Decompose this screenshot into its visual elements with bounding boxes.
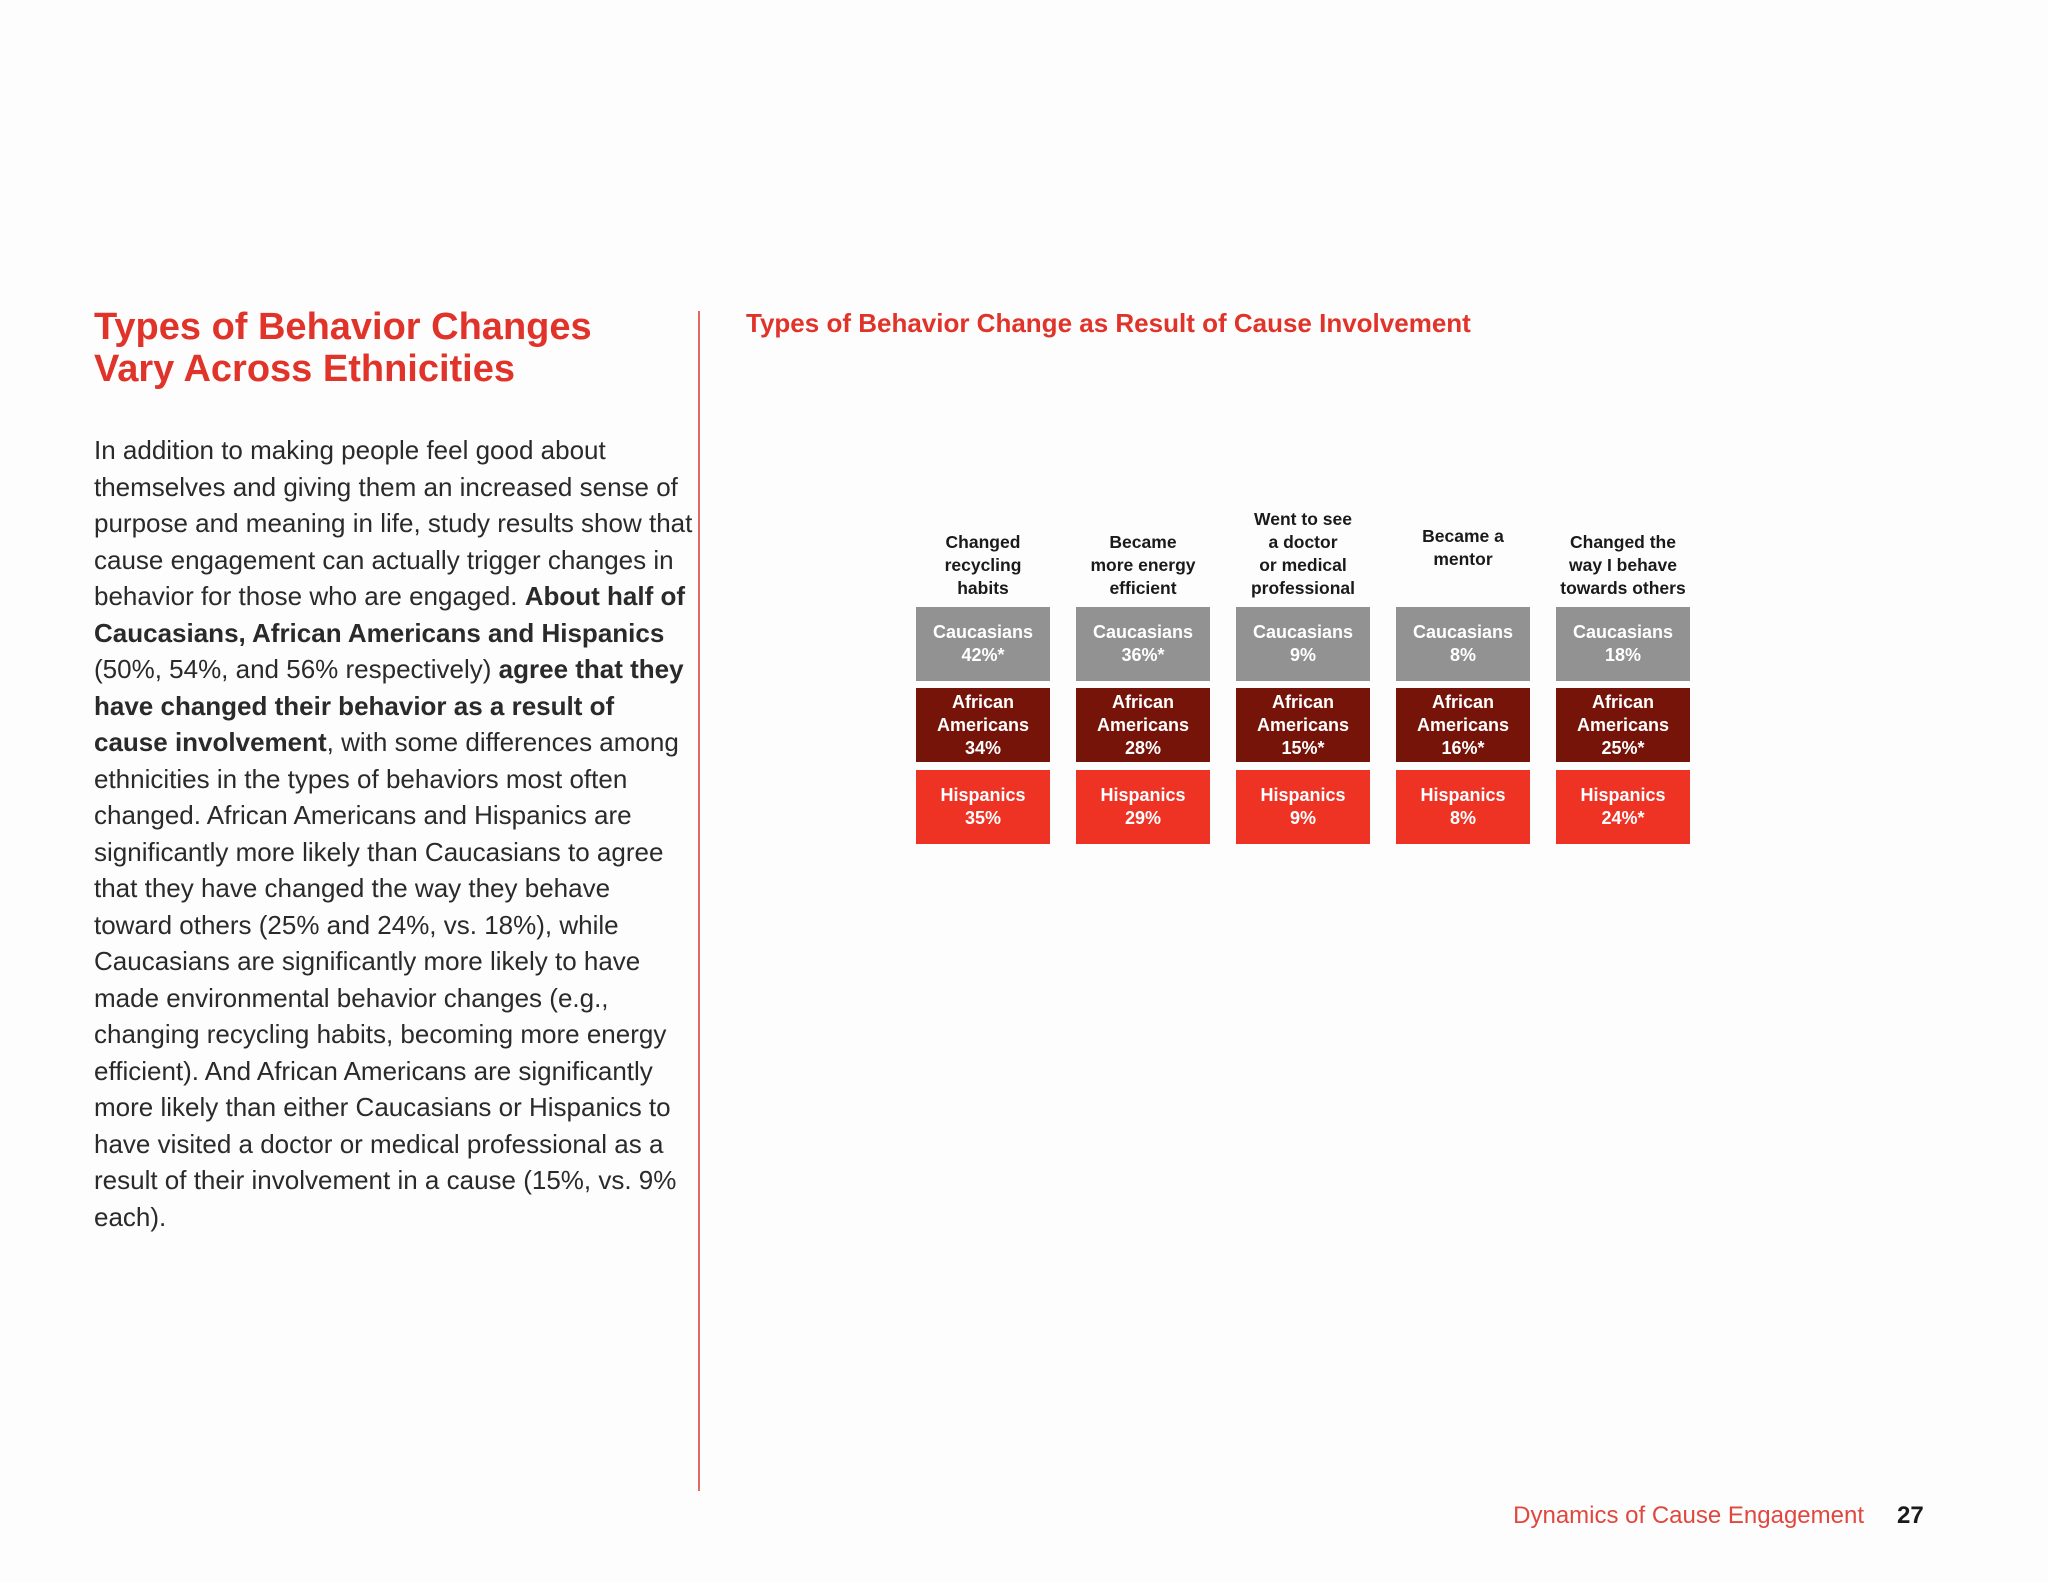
category-label-line: more energy (1090, 555, 1196, 575)
value-label: 15%* (1281, 737, 1325, 758)
value-cell (1556, 688, 1690, 762)
series-name: Caucasians (1252, 622, 1354, 642)
body-bold-2: agree that they have changed their behavior as a result of cause involvement (94, 654, 684, 757)
chart-title: Types of Behavior Change as Result of Cause Involvement (746, 308, 1471, 338)
value-label: 28% (1124, 737, 1162, 758)
series-name: Americans (1256, 714, 1350, 735)
value-label: 24%* (1601, 808, 1645, 828)
series-name: African (1591, 691, 1654, 712)
series-name: Hispanics (1580, 785, 1666, 805)
category-label (1224, 500, 1382, 600)
category-label-line: Became (1109, 532, 1177, 552)
series-name: African (951, 691, 1014, 712)
category-label-line: way I behave (1569, 555, 1677, 575)
body-paragraph (94, 432, 694, 1235)
value-label: 25%* (1601, 737, 1645, 758)
value-cell (1076, 607, 1210, 681)
value-cell (1556, 607, 1690, 681)
series-name: Hispanics (1420, 785, 1506, 805)
left-column (94, 306, 694, 1235)
value-cell (916, 770, 1050, 844)
value-label: 29% (1124, 808, 1162, 828)
series-name: Americans (1096, 714, 1190, 735)
value-cell (1076, 688, 1210, 762)
category-label-line: Changed (945, 532, 1021, 552)
series-name: Hispanics (1100, 785, 1186, 805)
category-label-line: Became a (1422, 526, 1504, 546)
value-cell (1076, 770, 1210, 844)
category-label-line: towards others (1560, 578, 1686, 598)
value-cell (916, 607, 1050, 681)
category-label-line: recycling (944, 555, 1022, 575)
series-name: Caucasians (932, 622, 1034, 642)
category-label-line: habits (957, 578, 1009, 598)
series-name: Americans (1576, 714, 1670, 735)
series-name: African (1431, 691, 1494, 712)
category-label-line: or medical (1259, 555, 1347, 575)
value-label: 8% (1449, 645, 1476, 665)
heading-line-2: Vary Across Ethnicities (94, 348, 516, 390)
category-label-line: mentor (1433, 549, 1493, 569)
series-name: Caucasians (1412, 622, 1514, 642)
footer-title: Dynamics of Cause Engagement (1513, 1502, 1864, 1529)
value-cell (916, 688, 1050, 762)
body-bold-1: About half of Caucasians, African Americans and Hispanics (94, 581, 686, 648)
value-cell (1236, 770, 1370, 844)
series-name: African (1271, 691, 1334, 712)
category-label-line: a doctor (1268, 532, 1338, 552)
value-label: 9% (1289, 645, 1316, 665)
value-label: 16%* (1441, 737, 1485, 758)
value-cell (1396, 770, 1530, 844)
series-name: Caucasians (1572, 622, 1674, 642)
category-label (1064, 500, 1222, 600)
section-heading (94, 306, 694, 390)
body-text-3: , with some differences among ethnicities in the types of behaviors most often changed. African Americans and Hispanics are significantly more likely than Caucasians to agree that they have changed the way they behave toward others (25% and 24%, vs. 18%), while Caucasians are significantly more likely to have made environmental behavior changes (e.g., changing recycling habits, becoming more energy efficient). And African Americans are significantly more likely than either Caucasians or Hispanics to have visited a doctor or medical professional as a result of their involvement in a cause (15%, vs. 9% each). (94, 727, 679, 1232)
category-label-line: professional (1250, 578, 1356, 598)
category-label-line: efficient (1109, 578, 1177, 598)
category-label-line: Changed the (1570, 532, 1676, 552)
category-label (1384, 500, 1542, 596)
heading-line-1: Types of Behavior Changes (94, 306, 592, 348)
value-cell (1236, 607, 1370, 681)
value-label: 42%* (961, 645, 1005, 665)
value-cell (1396, 688, 1530, 762)
body-text-1: In addition to making people feel good about themselves and giving them an increased sense of purpose and meaning in life, study results show that cause engagement can actually trigger changes in behavior for those who are engaged. (94, 435, 693, 611)
series-name: Hispanics (940, 785, 1026, 805)
body-text-2: (50%, 54%, and 56% respectively) (94, 654, 499, 684)
value-label: 8% (1449, 808, 1476, 828)
value-label: 35% (964, 808, 1002, 828)
category-label-line: Went to see (1254, 509, 1352, 529)
value-label: 34% (964, 737, 1002, 758)
category-label (1544, 500, 1702, 600)
value-cell (1236, 688, 1370, 762)
value-cell (1556, 770, 1690, 844)
series-name: Americans (936, 714, 1030, 735)
value-label: 9% (1289, 808, 1316, 828)
value-cell (1396, 607, 1530, 681)
series-name: Hispanics (1260, 785, 1346, 805)
series-name: Americans (1416, 714, 1510, 735)
value-label: 36%* (1121, 645, 1165, 665)
series-name: African (1111, 691, 1174, 712)
page-number: 27 (1897, 1502, 1924, 1529)
column-divider (698, 311, 700, 1491)
category-label (904, 500, 1062, 600)
value-label: 18% (1604, 645, 1642, 665)
series-name: Caucasians (1092, 622, 1194, 642)
behavior-change-chart (916, 500, 1696, 850)
